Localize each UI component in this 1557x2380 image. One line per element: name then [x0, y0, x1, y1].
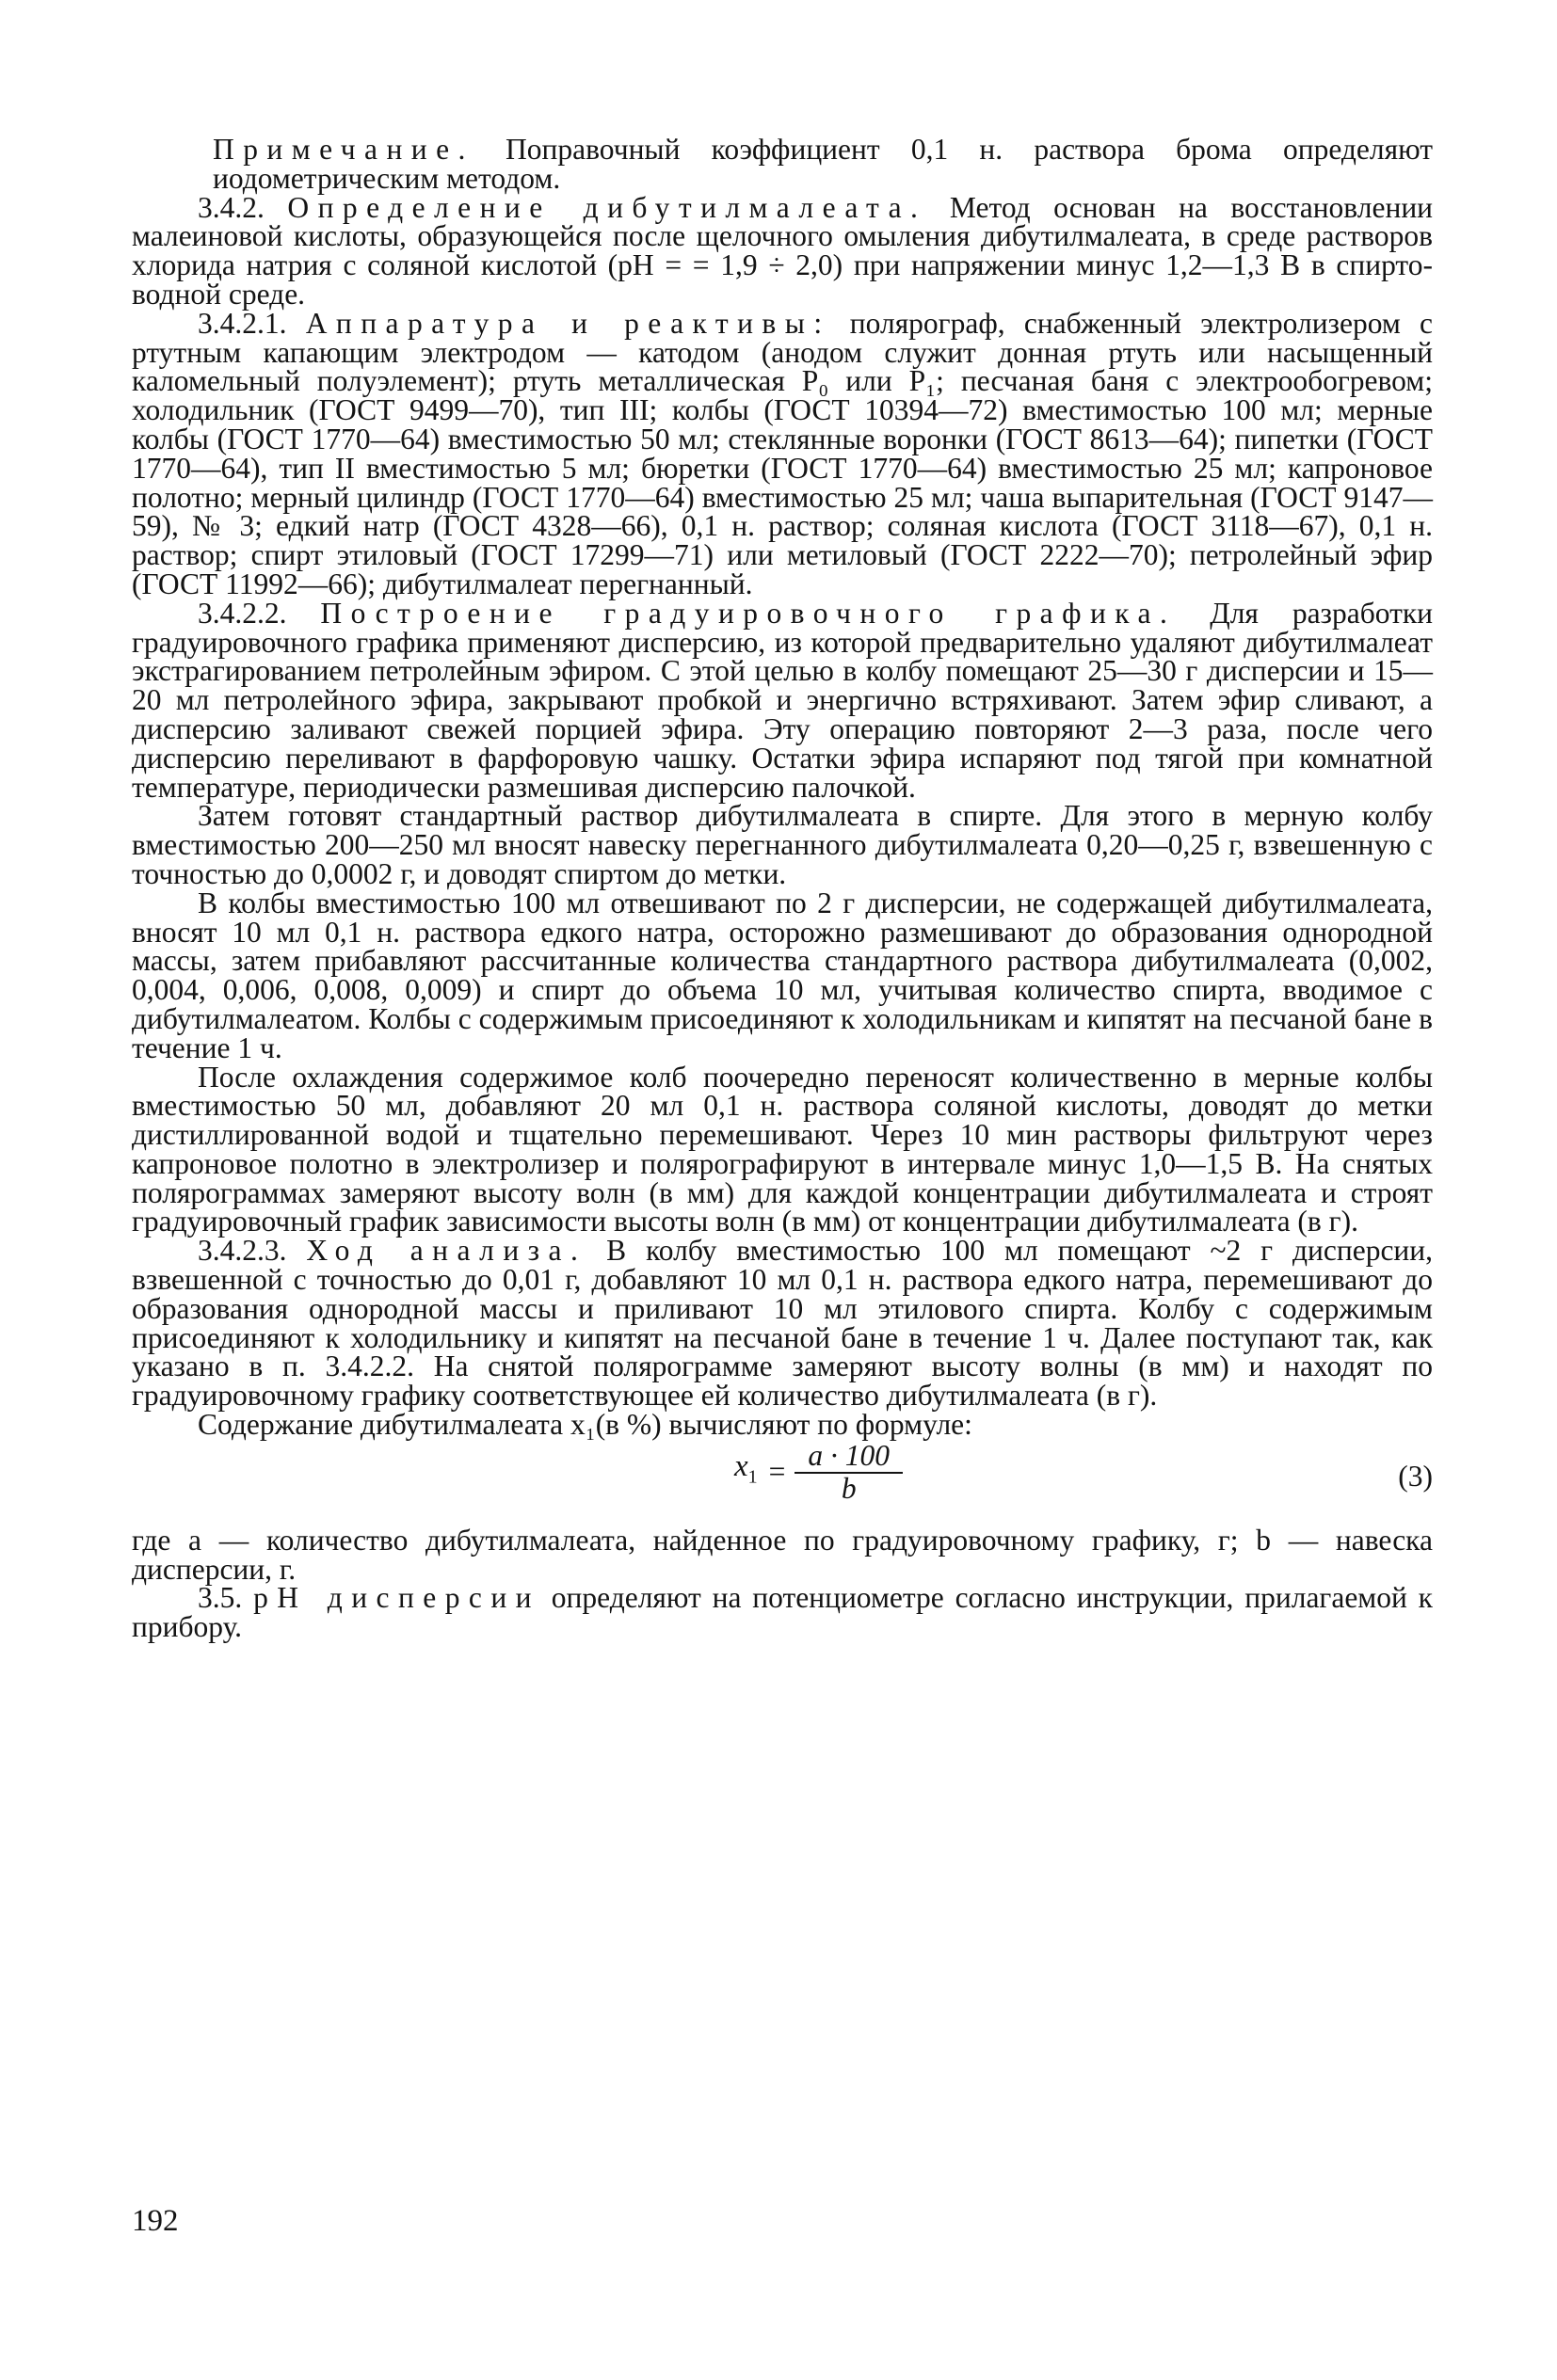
section-number: 3.4.2.3. [198, 1234, 287, 1268]
section-text: Для разработки градуировочного графика применяют дисперсию, из которой предварительно удаляют дибутилмалеат экстрагированием петролейным эфиром. С этой целью в колбу помещают 25—30 г дисперсии и 15—20 мл петролейного эфира, закрывают пробкой и энергично встряхивают. Затем эфир сливают, а дисперсию заливают свежей порцией эфира. Эту операцию повторяют 2—3 раза, после чего дисперсию переливают в фарфоровую чашку. Остатки эфира испаряют под тягой при комнатной температуре, периодически размешивая дисперсию палочкой. [132, 596, 1434, 804]
formula-fraction [795, 1438, 903, 1505]
section-text: Метод основан на восстановлении малеиновой кислоты, образующейся после щелочного омыления дибутилмалеата, в среде растворов хлорида натрия с соляной кислотой (pH = = 1,9 ÷ 2,0) при напряжении минус 1,2—1,3 В в спирто-водной среде. [132, 190, 1434, 311]
note-label: Примечание. [213, 133, 474, 166]
note-text: Поправочный коэффициент 0,1 н. раствора брома определяют иодометрическим методом. [213, 133, 1434, 195]
section-3-4-2-1 [132, 306, 1434, 600]
section-3-4-2-3 [132, 1234, 1434, 1413]
formula-lhs-subscript: 1 [747, 1467, 758, 1489]
formula-lhs: $x_1$ [734, 1449, 758, 1489]
section-title: Построение градуировочного графика. [320, 596, 1177, 630]
section-title: Аппаратура и реактивы: [305, 306, 831, 340]
section-title: Определение дибутилмалеата. [287, 190, 927, 224]
formula-equals: = [768, 1455, 786, 1489]
section-number: 3.4.2. [198, 190, 265, 224]
paragraph-flasks: В колбы вместимостью 100 мл отвешивают по 2 г дисперсии, не содержащей дибутилмалеата, вносят 10 мл 0,1 н. раствора едкого натра, осторожно размешивают до образования однородной массы, затем прибавляют рассчитанные количества стандартного раствора дибутилмалеата (0,002, 0,004, 0,006, 0,008, 0,009) и спирт до объема 10 мл, учитывая количество спирта, вводимое с дибутилмалеатом. Колбы с содержимым присоединяют к холодильникам и кипятят на песчаной бане в течение 1 ч. [132, 886, 1433, 1064]
formula-expression [734, 1438, 903, 1505]
section-text: В колбу вместимостью 100 мл помещают ~2 г дисперсии, взвешенной с точностью до 0,01 г, добавляют 10 мл 0,1 н. раствора едкого натра, перемешивают до образования однородной массы и приливают 10 мл этилового спирта. Колбу с содержимым присоединяют к холодильнику и кипятят на песчаной бане в течение 1 ч. Далее поступают так, как указано в п. 3.4.2.2. На снятой полярограмме замеряют высоту волны (в мм) и находят по градуировочному графику соответствующее ей количество дибутилмалеата (в г). [132, 1234, 1434, 1413]
paragraph-where: где a — количество дибутилмалеата, найденное по градуировочному графику, г; b — навеска дисперсии, г. [132, 1523, 1433, 1586]
section-title: Ход анализа. [306, 1234, 587, 1268]
document-page [132, 133, 1434, 1644]
section-number: 3.5. [198, 1581, 243, 1615]
formula-numerator: a · 100 [795, 1442, 903, 1474]
paragraph-cooling: После охлаждения содержимое колб поочередно переносят количественно в мерные колбы вместимостью 50 мл, добавляют 20 мл 0,1 н. раствора соляной кислоты, доводят до метки дистиллированной водой и тщательно перемешивают. Через 10 мин растворы фильтруют через капроновое полотно в электролизер и полярографируют в интервале минус 1,0—1,5 В. На снятых полярограммах замеряют высоту волн (в мм) для каждой концентрации дибутилмалеата и строят градуировочный график зависимости высоты волн (в мм) от концентрации дибутилмалеата (в г). [132, 1060, 1433, 1238]
formula-number: (3) [1398, 1459, 1433, 1493]
page-number: 192 [132, 2204, 179, 2238]
formula-denominator: b [841, 1471, 857, 1505]
section-title: pH дисперсии [253, 1581, 540, 1615]
section-text: полярограф, снабженный электролизером с ртутным капающим электродом — катодом (анодом служит донная ртуть или насыщенный каломельный полуэлемент); ртуть металлическая P₀ или P₁; песчаная баня с электрообогревом; холодильник (ГОСТ 9499—70), тип III; колбы (ГОСТ 10394—72) вместимостью 100 мл; мерные колбы (ГОСТ 1770—64) вместимостью 50 мл; стеклянные воронки (ГОСТ 8613—64); пипетки (ГОСТ 1770—64), тип II вместимостью 5 мл; бюретки (ГОСТ 1770—64) вместимостью 25 мл; капроновое полотно; мерный цилиндр (ГОСТ 1770—64) вместимостью 25 мл; чаша выпарительная (ГОСТ 9147—59), № 3; едкий натр (ГОСТ 4328—66), 0,1 н. раствор; соляная кислота (ГОСТ 3118—67), 0,1 н. раствор; спирт этиловый (ГОСТ 17299—71) или метиловый (ГОСТ 2222—70); петролейный эфир (ГОСТ 11992—66); дибутилмалеат перегнанный. [132, 306, 1434, 600]
section-3-5 [132, 1581, 1433, 1644]
paragraph-content-formula-intro: Содержание дибутилмалеата x₁(в %) вычисляют по формуле: [198, 1408, 972, 1442]
section-3-4-2-2 [132, 596, 1434, 804]
note-paragraph [213, 133, 1434, 195]
section-3-4-2 [132, 190, 1434, 311]
formula-3 [132, 1438, 1433, 1523]
section-number: 3.4.2.2. [198, 596, 287, 630]
section-number: 3.4.2.1. [198, 306, 287, 340]
section-text: определяют на потенциометре согласно инструкции, прилагаемой к прибору. [132, 1581, 1433, 1644]
paragraph-standard-solution: Затем готовят стандартный раствор дибутилмалеата в спирте. Для этого в мерную колбу вместимостью 200—250 мл вносят навеску перегнанного дибутилмалеата 0,20—0,25 г, взвешенную с точностью до 0,0002 г, и доводят спиртом до метки. [132, 799, 1433, 890]
